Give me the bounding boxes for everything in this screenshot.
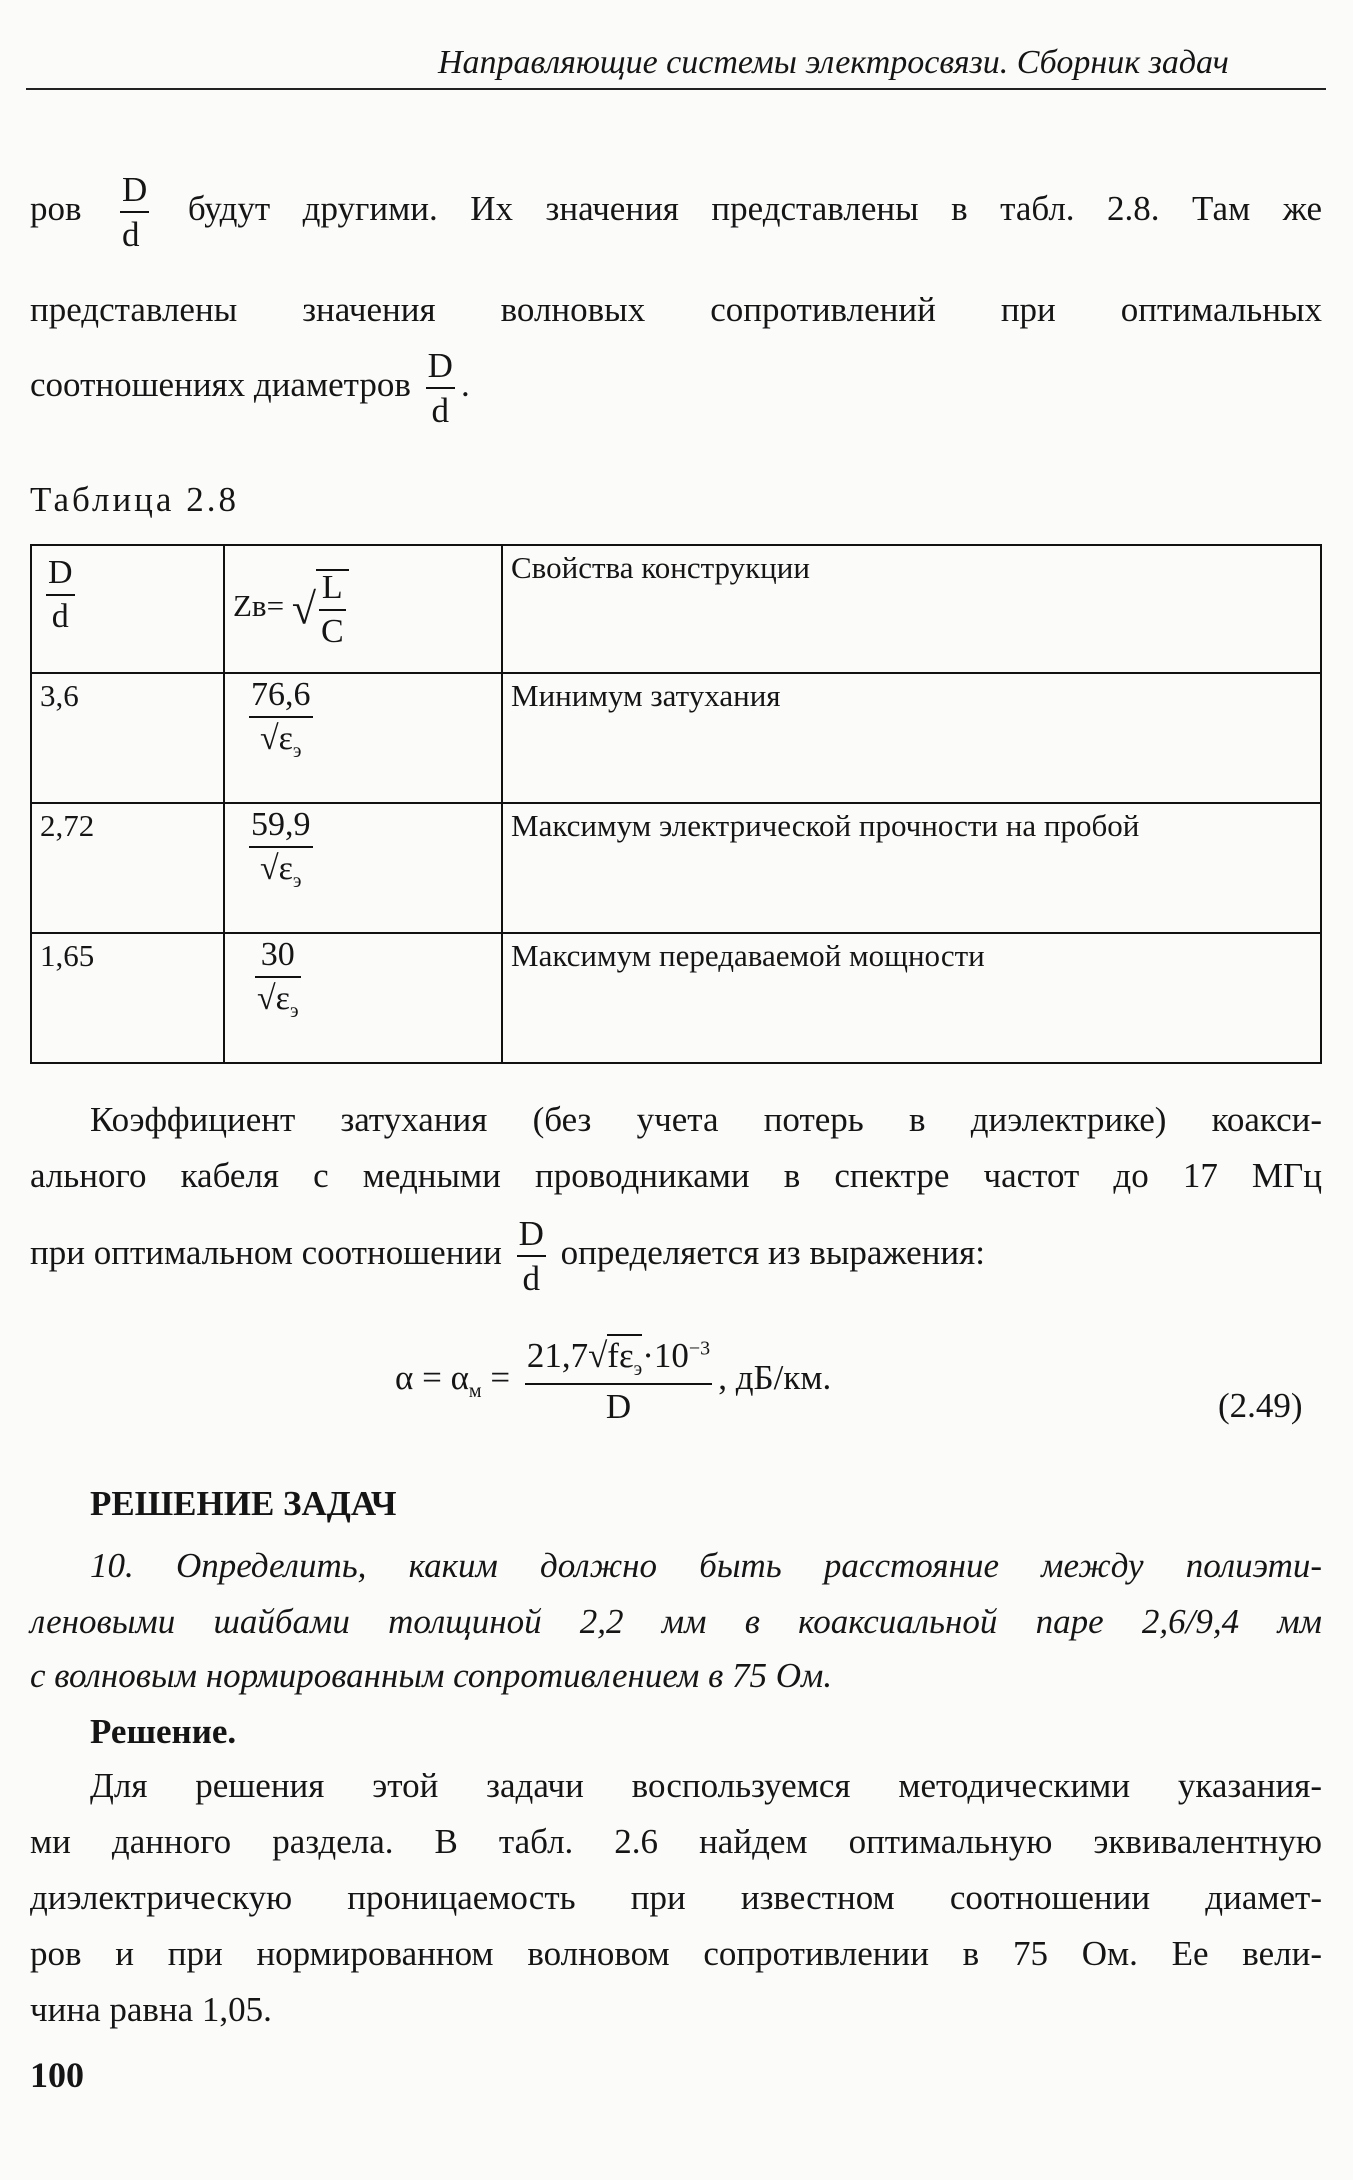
header-ratio-cell: $\frac{D}{d}$ bbox=[31, 545, 224, 673]
header-property-cell: Свойства конструкции bbox=[502, 545, 1321, 673]
intro-line-1 bbox=[30, 172, 1322, 252]
solution-line-5: чина равна 1,05. bbox=[30, 1990, 272, 2029]
solution-line-2: ми данного раздела. В табл. 2.6 найдем оптимальную эквивалентную bbox=[30, 1822, 1322, 1861]
solution-title: Решение. bbox=[90, 1712, 237, 1751]
problem-line-3: с волновым нормированным сопротивлением в 75 Ом. bbox=[30, 1656, 833, 1695]
running-header: Направляющие системы электросвязи. Сборник задач bbox=[438, 44, 1229, 81]
header-impedance-cell: Zв= √ $\frac{L}{C}$ bbox=[224, 545, 502, 673]
intro-line-2: представлены значения волновых сопротивлений при оптимальных bbox=[30, 290, 1322, 329]
table-row: 3,6 $\frac{76,6}{√\varepsilon_э}$ Минимум затухания bbox=[31, 673, 1321, 803]
para2-line-1: Коэффициент затухания (без учета потерь в диэлектрике) коакси- bbox=[90, 1100, 1322, 1139]
para2-line-3: при оптимальном соотношении $\frac{D}{d}$ определяется из выражения: bbox=[30, 1214, 985, 1298]
ratio-fraction: $\frac{D}{d}$ bbox=[518, 1214, 544, 1298]
formula-2-49: $\alpha = \alpha_м$ = $\frac{21,7√f\varepsilon_э\cdot 10^{-3}}{D}$ , дБ/км. bbox=[395, 1336, 832, 1426]
section-title: РЕШЕНИЕ ЗАДАЧ bbox=[90, 1484, 397, 1523]
table-header-row bbox=[31, 545, 1321, 673]
ratio-fraction: $\frac{D}{d}$ bbox=[427, 346, 453, 430]
table-caption: Таблица 2.8 bbox=[30, 480, 239, 519]
problem-line-1: 10. Определить, каким должно быть расстояние между полиэти- bbox=[90, 1546, 1322, 1585]
page-number: 100 bbox=[30, 2055, 84, 2095]
solution-line-1: Для решения этой задачи воспользуемся методическими указания- bbox=[90, 1766, 1322, 1805]
table-row: 1,65 $\frac{30}{√\varepsilon_э}$ Максимум передаваемой мощности bbox=[31, 933, 1321, 1063]
solution-line-3: диэлектрическую проницаемость при известном соотношении диамет- bbox=[30, 1878, 1322, 1917]
intro-line-3: соотношениях диаметров $\frac{D}{d}$ . bbox=[30, 346, 470, 430]
table-2-8 bbox=[30, 544, 1322, 1064]
ratio-fraction: $\frac{D}{d}$ bbox=[122, 170, 148, 254]
table-row: 2,72 $\frac{59,9}{√\varepsilon_э}$ Максимум электрической прочности на пробой bbox=[31, 803, 1321, 933]
para2-line-2: ального кабеля с медными проводниками в спектре частот до 17 МГц bbox=[30, 1156, 1322, 1195]
intro-l1-pre: ров bbox=[30, 189, 82, 229]
equation-number: (2.49) bbox=[1218, 1386, 1303, 1425]
problem-line-2: леновыми шайбами толщиной 2,2 мм в коаксиальной паре 2,6/9,4 мм bbox=[30, 1602, 1322, 1641]
header-rule bbox=[26, 88, 1326, 90]
solution-line-4: ров и при нормированном волновом сопротивлении в 75 Ом. Ее вели- bbox=[30, 1934, 1322, 1973]
intro-l1-post: будут другими. Их значения представлены в табл. 2.8. Там же bbox=[187, 189, 1322, 229]
